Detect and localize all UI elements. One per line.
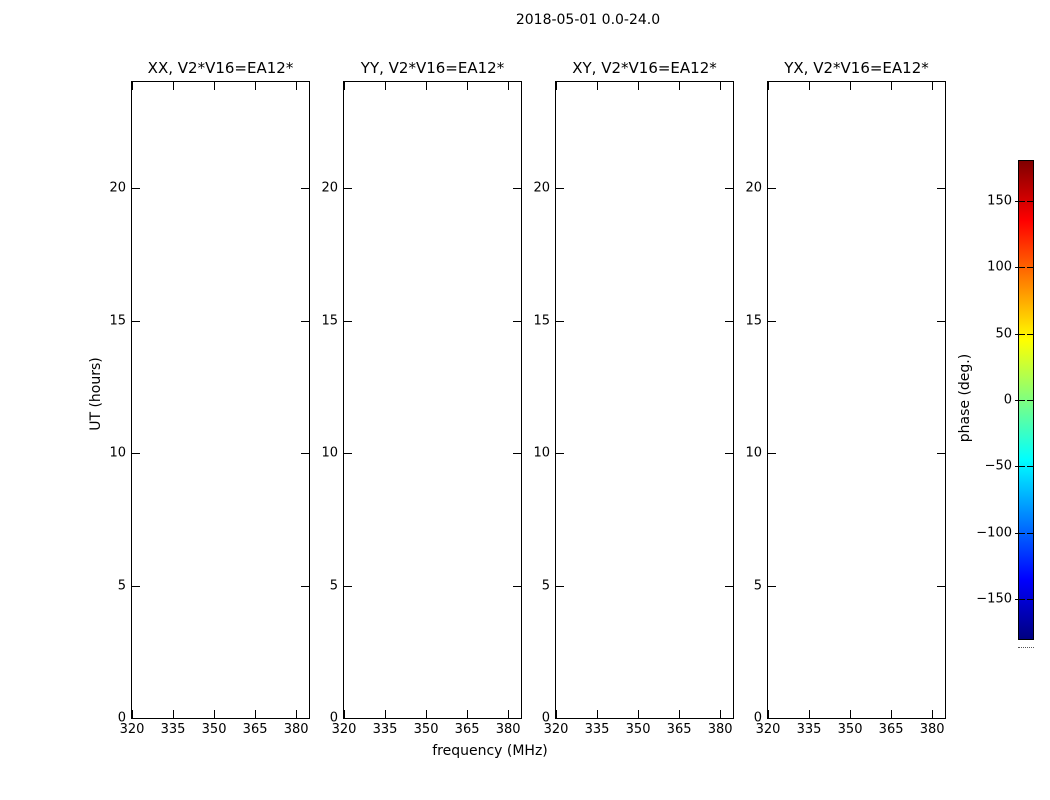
x-tick bbox=[426, 82, 427, 90]
x-tick bbox=[344, 710, 345, 718]
y-tick bbox=[513, 718, 521, 719]
y-tick-label: 0 bbox=[541, 710, 550, 726]
colorbar-tick bbox=[1027, 334, 1033, 335]
y-tick bbox=[344, 453, 352, 454]
colorbar-tick bbox=[1015, 466, 1025, 467]
y-tick bbox=[768, 188, 776, 189]
colorbar-tick-label: −100 bbox=[976, 525, 1012, 541]
x-tick-label: 380 bbox=[707, 722, 733, 737]
x-tick-label: 335 bbox=[372, 722, 398, 737]
x-tick-label: 365 bbox=[666, 722, 692, 737]
x-tick-label: 320 bbox=[755, 722, 781, 737]
y-tick bbox=[132, 321, 140, 322]
x-tick-label: 365 bbox=[454, 722, 480, 737]
y-tick-label: 15 bbox=[533, 313, 550, 328]
y-tick bbox=[937, 718, 945, 719]
colorbar-tick-label: −150 bbox=[976, 591, 1012, 607]
y-tick bbox=[725, 718, 733, 719]
x-tick bbox=[850, 82, 851, 90]
y-tick-label: 10 bbox=[109, 445, 126, 461]
x-tick bbox=[638, 82, 639, 90]
colorbar-tick bbox=[1027, 400, 1033, 401]
subplot-yx-title: YX, V2*V16=EA12* bbox=[784, 59, 929, 77]
y-tick bbox=[768, 586, 776, 587]
x-tick-label: 350 bbox=[201, 722, 227, 737]
y-tick bbox=[301, 586, 309, 587]
x-tick bbox=[720, 710, 721, 718]
x-tick bbox=[385, 710, 386, 718]
y-tick-label: 5 bbox=[541, 578, 550, 593]
x-tick bbox=[768, 710, 769, 718]
x-tick-label: 335 bbox=[160, 722, 186, 737]
colorbar-tick bbox=[1015, 400, 1025, 401]
x-tick bbox=[932, 710, 933, 718]
colorbar-tick bbox=[1015, 201, 1025, 202]
y-tick bbox=[556, 718, 564, 719]
y-tick-label: 15 bbox=[109, 313, 126, 328]
colorbar-tick bbox=[1015, 533, 1025, 534]
x-tick bbox=[467, 710, 468, 718]
y-tick-label: 5 bbox=[117, 578, 126, 593]
x-tick-label: 380 bbox=[495, 722, 521, 737]
subplot-xx-title: XX, V2*V16=EA12* bbox=[147, 59, 294, 77]
x-tick bbox=[768, 82, 769, 90]
x-tick bbox=[296, 710, 297, 718]
y-tick bbox=[344, 718, 352, 719]
y-tick-label: 0 bbox=[329, 710, 338, 726]
subplot-yy-title: YY, V2*V16=EA12* bbox=[360, 59, 505, 77]
x-tick bbox=[132, 82, 133, 90]
colorbar-tick bbox=[1015, 267, 1025, 268]
x-tick-label: 380 bbox=[283, 722, 309, 737]
y-tick-label: 20 bbox=[745, 180, 762, 196]
x-tick-label: 365 bbox=[878, 722, 904, 737]
y-tick-label: 20 bbox=[321, 180, 338, 196]
y-tick bbox=[725, 586, 733, 587]
x-tick bbox=[385, 82, 386, 90]
x-tick bbox=[255, 82, 256, 90]
colorbar-tick bbox=[1027, 599, 1033, 600]
x-tick-label: 335 bbox=[584, 722, 610, 737]
x-tick bbox=[597, 82, 598, 90]
x-tick-label: 365 bbox=[242, 722, 268, 737]
subplot-yx bbox=[745, 59, 946, 737]
y-tick-label: 5 bbox=[753, 578, 762, 593]
y-tick bbox=[768, 321, 776, 322]
x-tick bbox=[850, 710, 851, 718]
y-tick bbox=[132, 718, 140, 719]
colorbar-tick bbox=[1015, 599, 1025, 600]
colorbar-tick-label: 150 bbox=[987, 193, 1012, 209]
y-tick-label: 20 bbox=[533, 180, 550, 196]
x-tick bbox=[344, 82, 345, 90]
x-tick bbox=[214, 82, 215, 90]
subplot-xy bbox=[533, 59, 734, 737]
x-tick-label: 320 bbox=[119, 722, 145, 737]
x-tick bbox=[809, 710, 810, 718]
x-tick bbox=[556, 710, 557, 718]
y-tick bbox=[513, 586, 521, 587]
y-tick bbox=[937, 321, 945, 322]
x-tick bbox=[467, 82, 468, 90]
y-tick bbox=[725, 188, 733, 189]
x-tick bbox=[173, 710, 174, 718]
x-tick-label: 320 bbox=[543, 722, 569, 737]
y-tick-label: 0 bbox=[117, 710, 126, 726]
x-tick-label: 335 bbox=[796, 722, 822, 737]
y-tick-label: 10 bbox=[533, 445, 550, 461]
y-tick bbox=[513, 188, 521, 189]
y-tick bbox=[344, 586, 352, 587]
x-tick bbox=[597, 710, 598, 718]
x-tick bbox=[891, 82, 892, 90]
subplot-xy-title: XY, V2*V16=EA12* bbox=[572, 59, 717, 77]
subplot-xx bbox=[109, 59, 310, 737]
x-tick bbox=[508, 710, 509, 718]
x-tick bbox=[132, 710, 133, 718]
x-tick bbox=[426, 710, 427, 718]
y-tick bbox=[768, 718, 776, 719]
subplot-yy bbox=[321, 59, 522, 737]
x-tick bbox=[296, 82, 297, 90]
y-tick bbox=[556, 586, 564, 587]
x-tick bbox=[556, 82, 557, 90]
colorbar-bottom-edge bbox=[1018, 647, 1034, 648]
x-tick bbox=[679, 82, 680, 90]
colorbar-tick bbox=[1015, 334, 1025, 335]
y-axis-label: UT (hours) bbox=[88, 357, 104, 431]
x-tick bbox=[638, 710, 639, 718]
y-tick bbox=[301, 321, 309, 322]
y-tick bbox=[937, 188, 945, 189]
y-tick bbox=[556, 188, 564, 189]
colorbar-tick-label: 50 bbox=[995, 326, 1012, 342]
y-tick bbox=[513, 321, 521, 322]
colorbar-tick-label: 100 bbox=[987, 259, 1012, 275]
y-tick bbox=[725, 321, 733, 322]
y-tick bbox=[556, 453, 564, 454]
y-tick bbox=[301, 718, 309, 719]
y-tick-label: 10 bbox=[745, 445, 762, 461]
y-tick-label: 20 bbox=[109, 180, 126, 196]
x-axis-label: frequency (MHz) bbox=[432, 743, 548, 759]
x-tick bbox=[809, 82, 810, 90]
x-tick-label: 350 bbox=[837, 722, 863, 737]
y-tick bbox=[344, 321, 352, 322]
x-tick bbox=[932, 82, 933, 90]
colorbar-tick bbox=[1027, 201, 1033, 202]
colorbar bbox=[976, 160, 1034, 640]
y-tick bbox=[513, 453, 521, 454]
y-tick-label: 10 bbox=[321, 445, 338, 461]
x-tick bbox=[214, 710, 215, 718]
y-tick bbox=[725, 453, 733, 454]
x-tick-label: 380 bbox=[919, 722, 945, 737]
y-tick-label: 0 bbox=[753, 710, 762, 726]
x-tick bbox=[173, 82, 174, 90]
x-tick bbox=[255, 710, 256, 718]
colorbar-tick-label: 0 bbox=[1003, 392, 1012, 408]
y-tick bbox=[344, 188, 352, 189]
figure-suptitle: 2018-05-01 0.0-24.0 bbox=[515, 12, 661, 28]
x-tick-label: 350 bbox=[413, 722, 439, 737]
colorbar-tick bbox=[1027, 267, 1033, 268]
y-tick bbox=[556, 321, 564, 322]
y-tick-label: 15 bbox=[745, 313, 762, 328]
x-tick-label: 320 bbox=[331, 722, 357, 737]
y-tick bbox=[768, 453, 776, 454]
y-tick bbox=[132, 586, 140, 587]
y-tick bbox=[132, 453, 140, 454]
x-tick bbox=[891, 710, 892, 718]
x-tick bbox=[508, 82, 509, 90]
y-tick bbox=[132, 188, 140, 189]
colorbar-label: phase (deg.) bbox=[957, 353, 973, 443]
y-tick bbox=[937, 586, 945, 587]
x-tick bbox=[679, 710, 680, 718]
colorbar-tick-label: −50 bbox=[984, 458, 1012, 474]
colorbar-tick bbox=[1027, 466, 1033, 467]
colorbar-tick bbox=[1027, 533, 1033, 534]
y-tick-label: 15 bbox=[321, 313, 338, 328]
y-tick bbox=[301, 188, 309, 189]
x-tick bbox=[720, 82, 721, 90]
x-tick-label: 350 bbox=[625, 722, 651, 737]
y-tick-label: 5 bbox=[329, 578, 338, 593]
y-tick bbox=[301, 453, 309, 454]
y-tick bbox=[937, 453, 945, 454]
